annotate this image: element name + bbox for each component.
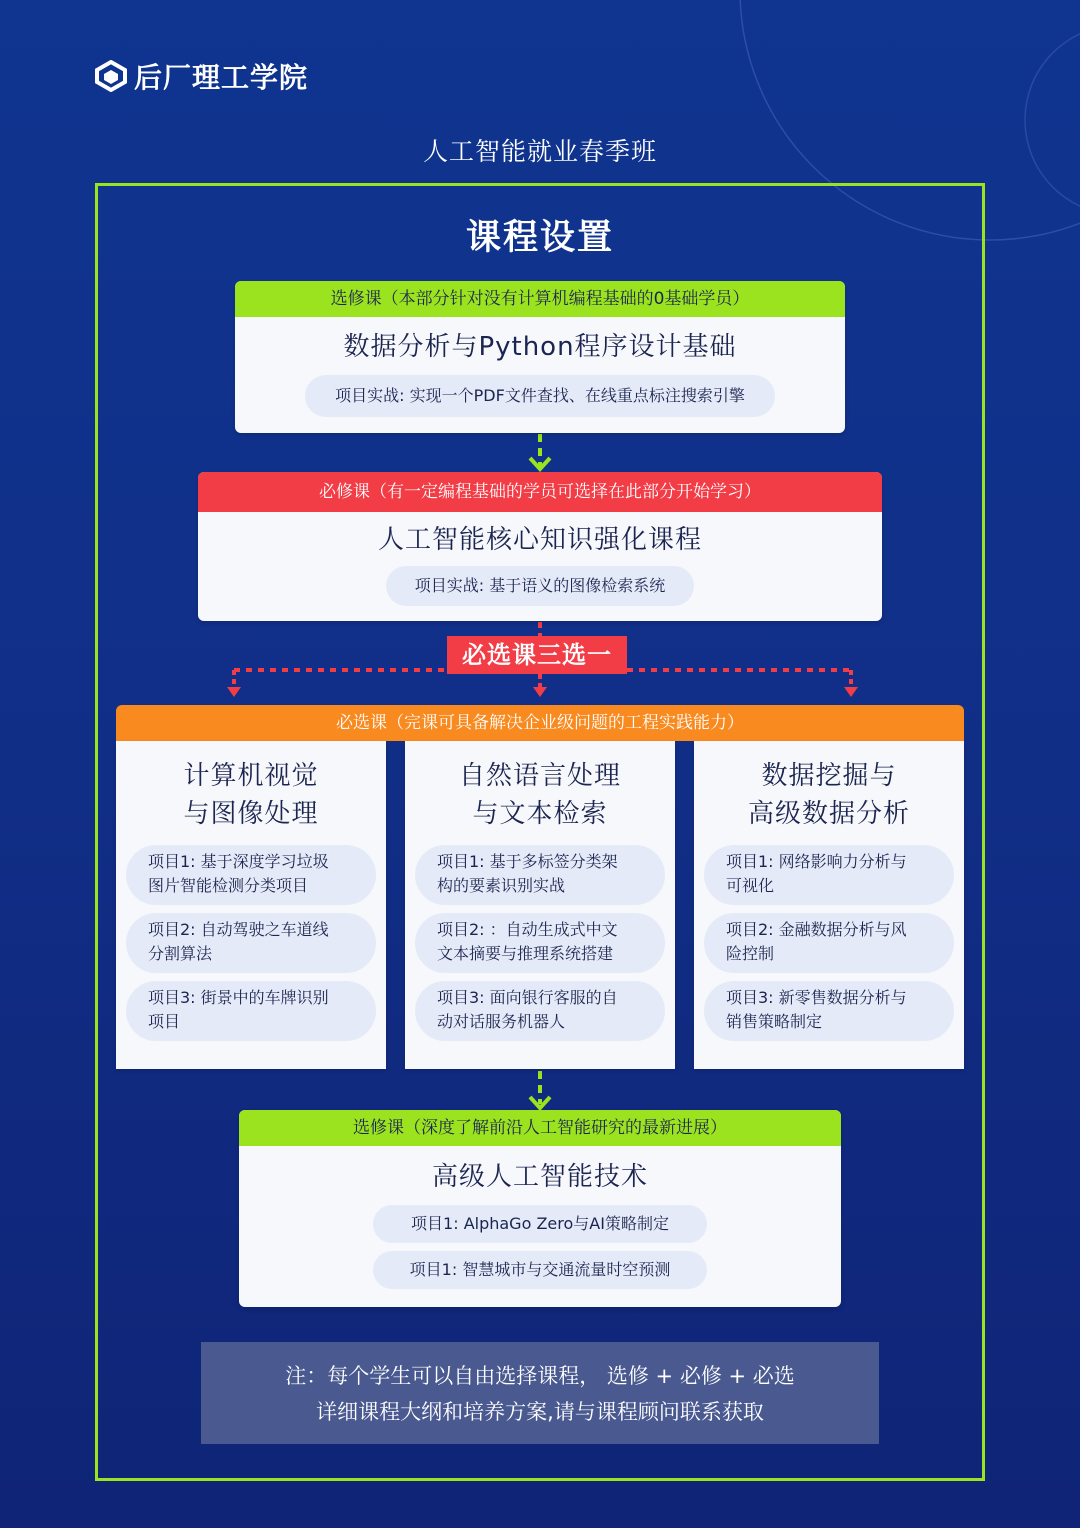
- course-title: 高级人工智能技术: [431, 1162, 648, 1192]
- school-logo-icon: [94, 60, 128, 92]
- elective-column-computer-vision: [116, 741, 386, 1069]
- column-title: 自然语言处理 与文本检索: [458, 761, 621, 829]
- brand-logo: [94, 56, 308, 96]
- project-pill: 项目2: 金融数据分析与风 险控制: [704, 913, 954, 973]
- page-subtitle: 人工智能就业春季班: [422, 137, 657, 166]
- note-line-1: 注：每个学生可以自由选择课程， 选修 + 必修 + 必选: [285, 1364, 795, 1388]
- course-card-advanced-ai: [239, 1110, 841, 1307]
- column-title: 计算机视觉 与图像处理: [183, 761, 319, 829]
- project-pill: 项目1: 网络影响力分析与 可视化: [704, 845, 954, 905]
- course-title: 人工智能核心知识强化课程: [377, 525, 702, 555]
- note-line-2: 详细课程大纲和培养方案,请与课程顾问联系获取: [316, 1400, 764, 1424]
- project-pill: 项目3: 面向银行客服的自 动对话服务机器人: [415, 981, 665, 1041]
- project-pill: 项目3: 新零售数据分析与 销售策略制定: [704, 981, 954, 1041]
- project-pill: 项目实战: 实现一个PDF文件查找、在线重点标注搜索引擎: [305, 375, 775, 417]
- elective-column-nlp: [405, 741, 675, 1069]
- project-pill: 项目1: 基于深度学习垃圾 图片智能检测分类项目: [126, 845, 376, 905]
- choose-one-of-three-label: 必选课三选一: [447, 636, 627, 674]
- project-pill: 项目实战: 基于语义的图像检索系统: [386, 566, 694, 606]
- course-card-python-basics: [235, 281, 845, 433]
- brand-name: 后厂理工学院: [134, 61, 309, 94]
- note-box: [201, 1342, 879, 1444]
- course-tag-elective: 选修课（本部分针对没有计算机编程基础的0基础学员）: [235, 281, 845, 317]
- project-pill: 项目3: 街景中的车牌识别 项目: [126, 981, 376, 1041]
- column-title: 数据挖掘与 高级数据分析: [747, 761, 910, 829]
- group-tag-optional: 必选课（完课可具备解决企业级问题的工程实践能力）: [116, 705, 964, 741]
- course-tag-elective: 选修课（深度了解前沿人工智能研究的最新进展）: [239, 1110, 841, 1146]
- project-pill: 项目1: 基于多标签分类架 构的要素识别实战: [415, 845, 665, 905]
- project-pill: 项目1: 智慧城市与交通流量时空预测: [373, 1251, 707, 1289]
- elective-column-data-mining: [694, 741, 964, 1069]
- course-tag-required: 必修课（有一定编程基础的学员可选择在此部分开始学习）: [198, 472, 882, 512]
- project-pill: 项目2: 自动驾驶之车道线 分割算法: [126, 913, 376, 973]
- page-title: 课程设置: [465, 218, 614, 258]
- course-card-ai-core: [198, 472, 882, 621]
- project-pill: 项目1: AlphaGo Zero与AI策略制定: [373, 1205, 707, 1243]
- project-pill: 项目2: ：自动生成式中文 文本摘要与推理系统搭建: [415, 913, 665, 973]
- course-title: 数据分析与Python程序设计基础: [343, 332, 737, 362]
